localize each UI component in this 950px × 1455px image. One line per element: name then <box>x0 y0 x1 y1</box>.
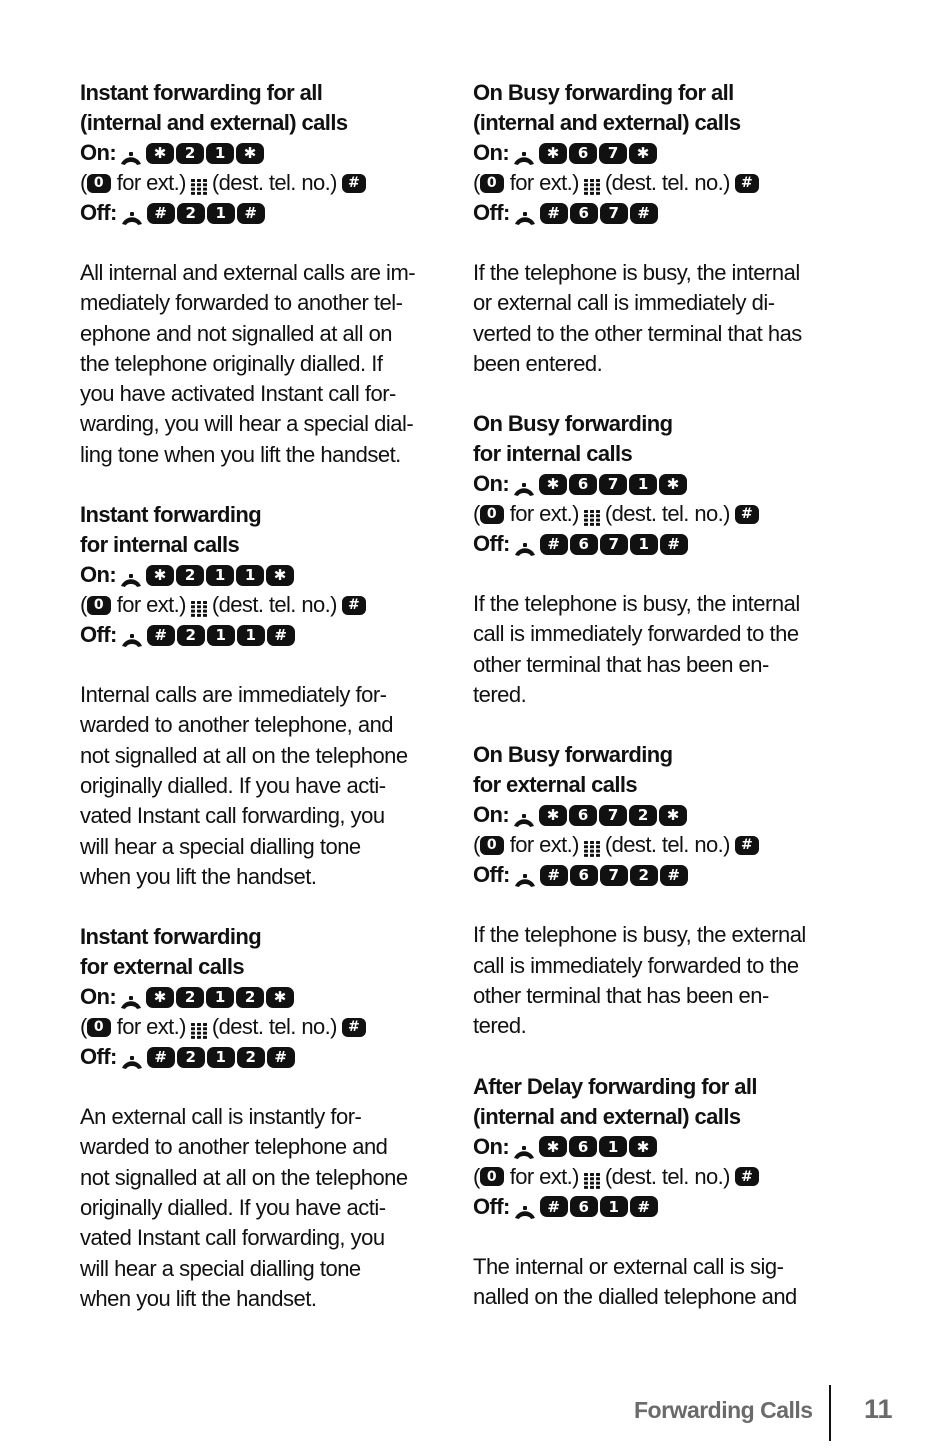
keypad-icon <box>190 596 208 614</box>
section-description <box>473 589 813 710</box>
key-star: ✱ <box>146 987 174 1008</box>
key-1: 1 <box>630 534 658 555</box>
key-6: 6 <box>569 474 597 495</box>
key-sequence <box>540 865 688 886</box>
key-sequence <box>539 474 687 495</box>
section-title-line: for external calls <box>80 954 245 980</box>
section-title-line: for internal calls <box>473 441 633 467</box>
destination-line <box>473 1162 813 1192</box>
key-0: 0 <box>480 1167 504 1186</box>
key-2: 2 <box>176 143 204 164</box>
key-7: 7 <box>600 534 628 555</box>
section-title-line: Instant forwarding for all <box>80 80 323 105</box>
key-1: 1 <box>237 625 265 646</box>
description-line: mediately forwarded to another tel- <box>80 290 403 316</box>
key-star: ✱ <box>266 987 294 1008</box>
off-code-line <box>80 620 420 650</box>
off-code-line <box>473 198 813 228</box>
key-hash: # <box>342 1018 366 1037</box>
footer-divider <box>829 1385 831 1441</box>
keypad-icon <box>583 1168 601 1186</box>
paren-open: ( <box>80 1014 87 1040</box>
handset-icon <box>512 145 536 161</box>
key-6: 6 <box>570 1196 598 1217</box>
section-title <box>80 78 420 138</box>
section-title <box>80 922 420 982</box>
description-line: warded to another telephone and <box>80 1134 388 1160</box>
key-sequence <box>539 1136 657 1157</box>
on-code-line <box>80 138 420 168</box>
destination-line <box>80 590 420 620</box>
key-6: 6 <box>570 534 598 555</box>
for-ext-label: for ext.) <box>509 1163 579 1189</box>
handset-icon <box>119 567 143 583</box>
key-2: 2 <box>177 625 205 646</box>
on-code-line <box>473 138 813 168</box>
off-label: Off: <box>80 200 117 225</box>
description-line: Internal calls are immediately for- <box>80 682 387 708</box>
description-line: ling tone when you lift the handset. <box>80 441 401 467</box>
handset-icon <box>512 476 536 492</box>
handset-icon <box>512 1139 536 1155</box>
key-hash: # <box>267 625 295 646</box>
description-line: tered. <box>473 1013 527 1039</box>
key-2: 2 <box>177 1047 205 1068</box>
right-column <box>473 78 813 1342</box>
handset-icon <box>120 1049 144 1065</box>
handset-icon <box>513 1199 537 1215</box>
description-line: will hear a special dialling tone <box>80 1255 361 1281</box>
key-star: ✱ <box>146 565 174 586</box>
key-1: 1 <box>236 565 264 586</box>
keypad-icon <box>583 505 601 523</box>
key-hash: # <box>540 865 568 886</box>
left-column <box>80 78 420 1344</box>
key-7: 7 <box>599 474 627 495</box>
key-sequence <box>540 534 688 555</box>
handset-icon <box>119 145 143 161</box>
for-ext-label: for ext.) <box>509 832 579 858</box>
handset-icon <box>512 807 536 823</box>
key-star: ✱ <box>236 143 264 164</box>
description-line: nalled on the dialled telephone and <box>473 1283 797 1309</box>
destination-line <box>80 168 420 198</box>
section-description <box>80 680 420 892</box>
key-hash: # <box>147 625 175 646</box>
key-hash: # <box>237 203 265 224</box>
key-2: 2 <box>237 1047 265 1068</box>
handset-icon <box>120 627 144 643</box>
key-7: 7 <box>600 865 628 886</box>
key-hash: # <box>660 865 688 886</box>
key-hash: # <box>630 1196 658 1217</box>
on-label: On: <box>80 984 117 1010</box>
description-line: vated Instant call forwarding, you <box>80 1225 385 1251</box>
on-code-line <box>80 982 420 1012</box>
on-label: On: <box>473 140 510 165</box>
description-line: when you lift the handset. <box>80 1285 317 1311</box>
section-title <box>473 78 813 138</box>
key-hash: # <box>630 203 658 224</box>
forwarding-section <box>473 740 813 1041</box>
handset-icon <box>513 536 537 552</box>
section-description <box>473 258 813 379</box>
key-star: ✱ <box>146 143 174 164</box>
off-label: Off: <box>473 862 510 888</box>
key-star: ✱ <box>539 1136 567 1157</box>
key-2: 2 <box>177 203 205 224</box>
off-label: Off: <box>80 1044 117 1070</box>
key-hash: # <box>735 505 759 524</box>
on-label: On: <box>473 1133 510 1159</box>
off-label: Off: <box>473 1193 510 1219</box>
description-line: If the telephone is busy, the external <box>473 922 806 948</box>
destination-line <box>473 168 813 198</box>
description-line: warding, you will hear a special dial- <box>80 411 414 437</box>
key-hash: # <box>540 534 568 555</box>
key-7: 7 <box>600 203 628 224</box>
dest-tel-label: (dest. tel. no.) <box>604 501 730 527</box>
key-7: 7 <box>599 805 627 826</box>
key-2: 2 <box>629 805 657 826</box>
key-0: 0 <box>480 836 504 855</box>
destination-line <box>80 1012 420 1042</box>
key-1: 1 <box>207 1047 235 1068</box>
description-line: other terminal that has been en- <box>473 651 769 677</box>
section-title-line: for internal calls <box>80 532 240 558</box>
key-star: ✱ <box>659 805 687 826</box>
key-2: 2 <box>236 987 264 1008</box>
key-hash: # <box>735 1167 759 1186</box>
description-line: will hear a special dialling tone <box>80 833 361 859</box>
off-code-line <box>473 529 813 559</box>
key-1: 1 <box>599 1136 627 1157</box>
key-hash: # <box>342 596 366 615</box>
description-line: when you lift the handset. <box>80 863 317 889</box>
key-sequence <box>147 203 265 224</box>
dest-tel-label: (dest. tel. no.) <box>211 1014 337 1040</box>
key-1: 1 <box>207 203 235 224</box>
description-line: The internal or external call is sig- <box>473 1253 784 1279</box>
description-line: All internal and external calls are im- <box>80 260 416 285</box>
description-line: other terminal that has been en- <box>473 982 769 1008</box>
key-hash: # <box>735 174 759 193</box>
dest-tel-label: (dest. tel. no.) <box>211 170 337 195</box>
forwarding-section <box>473 409 813 710</box>
key-star: ✱ <box>659 474 687 495</box>
key-star: ✱ <box>629 1136 657 1157</box>
keypad-icon <box>583 174 601 192</box>
forwarding-section <box>80 922 420 1314</box>
forwarding-section <box>80 500 420 892</box>
keypad-icon <box>190 174 208 192</box>
on-label: On: <box>473 471 510 497</box>
page-number: 11 <box>864 1394 893 1424</box>
on-label: On: <box>80 562 117 588</box>
handset-icon <box>119 989 143 1005</box>
section-title-line: Instant forwarding <box>80 502 262 528</box>
dest-tel-label: (dest. tel. no.) <box>604 170 730 195</box>
section-title-line: On Busy forwarding <box>473 742 673 768</box>
key-1: 1 <box>206 987 234 1008</box>
key-7: 7 <box>599 143 627 164</box>
paren-open: ( <box>473 1163 480 1189</box>
key-star: ✱ <box>266 565 294 586</box>
section-title-line: Instant forwarding <box>80 924 262 950</box>
section-title <box>473 409 813 469</box>
footer-section-title: Forwarding Calls <box>634 1397 813 1423</box>
off-code-line <box>473 860 813 890</box>
description-line: the telephone originally dialled. If <box>80 350 383 376</box>
for-ext-label: for ext.) <box>116 592 186 618</box>
off-label: Off: <box>473 531 510 557</box>
section-title-line: (internal and external) calls <box>80 110 348 135</box>
key-1: 1 <box>600 1196 628 1217</box>
on-code-line <box>473 800 813 830</box>
off-label: Off: <box>80 622 117 648</box>
key-6: 6 <box>570 865 598 886</box>
key-0: 0 <box>87 596 111 615</box>
key-0: 0 <box>480 505 504 524</box>
section-title-line: After Delay forwarding for all <box>473 1073 757 1099</box>
section-title <box>473 740 813 800</box>
section-title-line: for external calls <box>473 772 638 798</box>
handset-icon <box>120 205 144 221</box>
key-hash: # <box>147 203 175 224</box>
key-hash: # <box>735 836 759 855</box>
key-sequence <box>540 203 658 224</box>
description-line: warded to another telephone, and <box>80 712 394 738</box>
handset-icon <box>513 205 537 221</box>
key-star: ✱ <box>539 474 567 495</box>
key-sequence <box>539 143 657 164</box>
off-label: Off: <box>473 200 510 225</box>
off-code-line <box>80 198 420 228</box>
forwarding-section <box>473 1072 813 1313</box>
key-0: 0 <box>87 1018 111 1037</box>
keypad-icon <box>190 1018 208 1036</box>
dest-tel-label: (dest. tel. no.) <box>604 1163 730 1189</box>
paren-open: ( <box>80 592 87 618</box>
on-code-line <box>473 1132 813 1162</box>
description-line: or external call is immediately di- <box>473 290 775 316</box>
key-sequence <box>146 987 294 1008</box>
forwarding-section <box>80 78 420 470</box>
handset-icon <box>513 867 537 883</box>
key-hash: # <box>540 1196 568 1217</box>
key-2: 2 <box>630 865 658 886</box>
description-line: An external call is instantly for- <box>80 1104 362 1130</box>
section-description <box>80 258 420 470</box>
on-label: On: <box>80 140 117 165</box>
section-title-line: On Busy forwarding <box>473 411 673 437</box>
for-ext-label: for ext.) <box>509 170 579 195</box>
description-line: vated Instant call forwarding, you <box>80 803 385 829</box>
paren-open: ( <box>473 832 480 858</box>
key-hash: # <box>660 534 688 555</box>
section-title <box>80 500 420 560</box>
description-line: been entered. <box>473 350 603 376</box>
paren-open: ( <box>473 170 480 195</box>
description-line: not signalled at all on the telephone <box>80 1164 408 1190</box>
description-line: originally dialled. If you have acti- <box>80 772 386 798</box>
description-line: verted to the other terminal that has <box>473 320 802 346</box>
section-title-line: On Busy forwarding for all <box>473 80 734 105</box>
key-sequence <box>147 625 295 646</box>
paren-open: ( <box>80 170 87 195</box>
key-6: 6 <box>569 143 597 164</box>
section-description <box>80 1102 420 1314</box>
dest-tel-label: (dest. tel. no.) <box>604 832 730 858</box>
key-0: 0 <box>480 174 504 193</box>
on-code-line <box>80 560 420 590</box>
section-description <box>473 1252 813 1313</box>
section-title <box>473 1072 813 1132</box>
key-sequence <box>539 805 687 826</box>
description-line: originally dialled. If you have acti- <box>80 1195 386 1221</box>
key-6: 6 <box>569 1136 597 1157</box>
key-sequence <box>146 565 294 586</box>
forwarding-section <box>473 78 813 379</box>
key-1: 1 <box>629 474 657 495</box>
key-star: ✱ <box>539 143 567 164</box>
destination-line <box>473 499 813 529</box>
section-title-line: (internal and external) calls <box>473 1103 741 1129</box>
paren-open: ( <box>473 501 480 527</box>
key-1: 1 <box>206 143 234 164</box>
key-2: 2 <box>176 565 204 586</box>
on-label: On: <box>473 802 510 828</box>
key-hash: # <box>342 174 366 193</box>
key-1: 1 <box>206 565 234 586</box>
destination-line <box>473 830 813 860</box>
description-line: If the telephone is busy, the internal <box>473 260 800 285</box>
description-line: call is immediately forwarded to the <box>473 621 799 647</box>
description-line: If the telephone is busy, the internal <box>473 591 800 617</box>
on-code-line <box>473 469 813 499</box>
section-title-line: (internal and external) calls <box>473 110 741 135</box>
key-hash: # <box>540 203 568 224</box>
for-ext-label: for ext.) <box>116 170 186 195</box>
description-line: call is immediately forwarded to the <box>473 952 799 978</box>
key-6: 6 <box>570 203 598 224</box>
for-ext-label: for ext.) <box>116 1014 186 1040</box>
dest-tel-label: (dest. tel. no.) <box>211 592 337 618</box>
key-6: 6 <box>569 805 597 826</box>
description-line: not signalled at all on the telephone <box>80 742 408 768</box>
key-sequence <box>540 1196 658 1217</box>
key-sequence <box>147 1047 295 1068</box>
key-hash: # <box>267 1047 295 1068</box>
key-1: 1 <box>207 625 235 646</box>
key-0: 0 <box>87 174 111 193</box>
description-line: tered. <box>473 682 527 708</box>
key-hash: # <box>147 1047 175 1068</box>
section-description <box>473 920 813 1041</box>
description-line: ephone and not signalled at all on <box>80 320 393 346</box>
key-star: ✱ <box>629 143 657 164</box>
off-code-line <box>80 1042 420 1072</box>
description-line: you have activated Instant call for- <box>80 381 396 407</box>
key-sequence <box>146 143 264 164</box>
key-star: ✱ <box>539 805 567 826</box>
off-code-line <box>473 1192 813 1222</box>
for-ext-label: for ext.) <box>509 501 579 527</box>
key-2: 2 <box>176 987 204 1008</box>
keypad-icon <box>583 836 601 854</box>
